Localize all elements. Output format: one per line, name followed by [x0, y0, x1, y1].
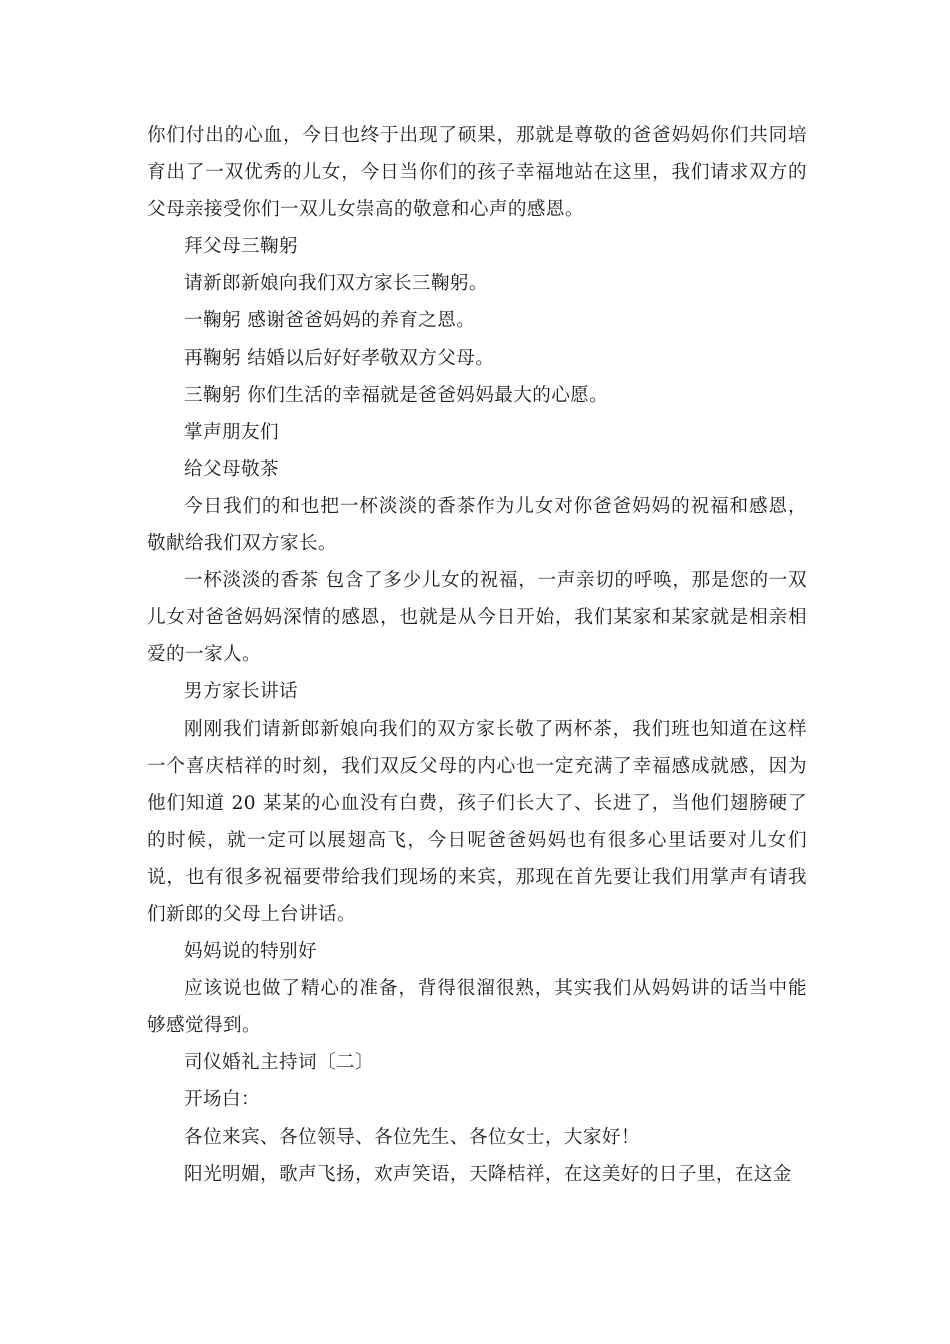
paragraph: 给父母敬茶 [184, 458, 279, 480]
paragraph: 拜父母三鞠躬 [184, 236, 298, 258]
paragraph: 应该说也做了精心的准备，背得很溜很熟，其实我们从妈妈讲的话当中能够感觉得到。 [147, 978, 807, 1037]
paragraph: 请新郎新娘向我们双方家长三鞠躬。 [184, 273, 488, 295]
paragraph: 再鞠躬 结婚以后好好孝敬双方父母。 [184, 347, 495, 369]
paragraph: 你们付出的心血，今日也终于出现了硕果，那就是尊敬的爸爸妈妈你们共同培育出了一双优秀的儿女，今日当你们的孩子幸福地站在这里，我们请求双方的父母亲接受你们一双儿女崇高的敬意和心声的感恩。 [147, 125, 807, 221]
paragraph: 一杯淡淡的香茶 包含了多少儿女的祝福，一声亲切的呼唤，那是您的一双儿女对爸爸妈妈深情的感恩，也就是从今日开始，我们某家和某家就是相亲相爱的一家人。 [147, 570, 807, 666]
document-body [147, 117, 807, 1193]
paragraph: 各位来宾、各位领导、各位先生、各位女士，大家好！ [184, 1126, 640, 1148]
paragraph: 刚刚我们请新郎新娘向我们的双方家长敬了两杯茶，我们班也知道在这样一个喜庆桔祥的时刻，我们双反父母的内心也一定充满了幸福感成就感，因为他们知道 20 某某的心血没有白费，孩子们长大了、长进了，当他们翅膀硬了的时候，就一定可以展翅高飞，今日呢爸爸妈妈也有很多心里话要对儿女们说，也有很多祝福要带给我们现场的来宾，那现在首先要让我们用掌声有请我们新郎的父母上台讲话。 [147, 718, 807, 925]
paragraph: 司仪婚礼主持词〔二〕 [184, 1052, 374, 1074]
paragraph: 男方家长讲话 [184, 681, 298, 703]
paragraph: 妈妈说的特别好 [184, 941, 317, 963]
paragraph: 一鞠躬 感谢爸爸妈妈的养育之恩。 [184, 310, 476, 332]
paragraph: 今日我们的和也把一杯淡淡的香茶作为儿女对你爸爸妈妈的祝福和感恩，敬献给我们双方家长。 [147, 495, 807, 555]
paragraph: 开场白： [184, 1089, 260, 1111]
paragraph: 掌声朋友们 [184, 421, 279, 443]
paragraph: 三鞠躬 你们生活的幸福就是爸爸妈妈最大的心愿。 [184, 384, 609, 406]
paragraph: 阳光明媚，歌声飞扬，欢声笑语，天降桔祥，在这美好的日子里，在这金 [184, 1163, 792, 1185]
